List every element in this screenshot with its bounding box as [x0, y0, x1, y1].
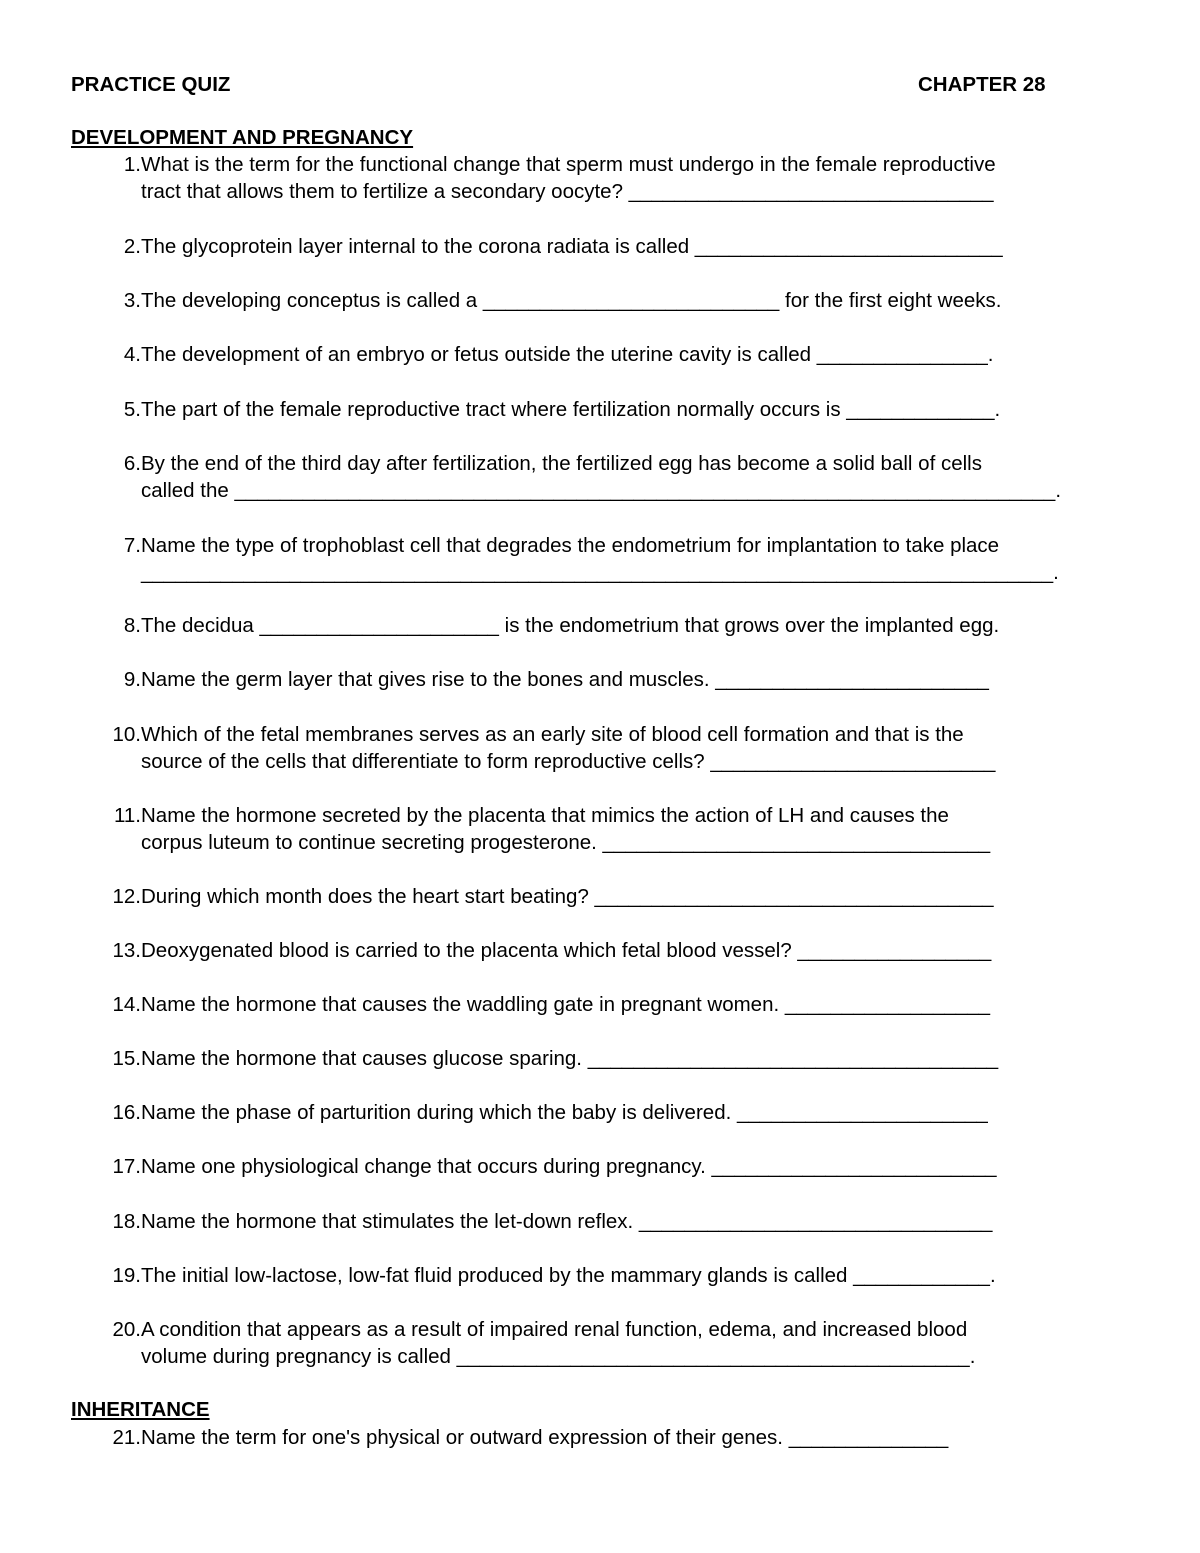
- question-text-line: The decidua _____________________ is the endometrium that grows over the implanted egg.: [141, 614, 1000, 637]
- question-12: [100, 883, 1140, 910]
- question-number: 19.: [112, 1264, 141, 1287]
- question-number: 1.: [123, 153, 141, 176]
- question-8: [100, 612, 1140, 639]
- question-13: [100, 937, 1140, 964]
- question-text-line: Name the hormone secreted by the placenta that mimics the action of LH and causes the: [141, 804, 949, 827]
- question-number: 10.: [112, 723, 141, 746]
- question-text-line: Name the hormone that stimulates the let-down reflex. _______________________________: [141, 1210, 993, 1233]
- question-text-line: corpus luteum to continue secreting progesterone. __________________________________: [141, 831, 991, 854]
- section-heading-development: DEVELOPMENT AND PREGNANCY: [71, 126, 414, 149]
- question-number: 12.: [112, 885, 141, 908]
- question-14: [100, 991, 1140, 1018]
- question-7: [100, 532, 1140, 586]
- question-text-line: Deoxygenated blood is carried to the placenta which fetal blood vessel? _________________: [141, 939, 992, 962]
- question-text-line: source of the cells that differentiate to form reproductive cells? _________________________: [141, 750, 996, 773]
- question-text-line: Name one physiological change that occurs during pregnancy. _________________________: [141, 1155, 997, 1178]
- question-text-line: The glycoprotein layer internal to the corona radiata is called ___________________________: [141, 235, 1003, 258]
- question-text-line: What is the term for the functional change that sperm must undergo in the female reproductive: [141, 153, 996, 176]
- question-text-line: Name the type of trophoblast cell that degrades the endometrium for implantation to take place: [141, 534, 1000, 557]
- question-number: 5.: [123, 398, 141, 421]
- question-21: [100, 1424, 1140, 1451]
- question-text-line: volume during pregnancy is called _____________________________________________.: [141, 1345, 976, 1368]
- question-number: 16.: [112, 1101, 141, 1124]
- question-number: 6.: [123, 452, 141, 475]
- question-number: 18.: [112, 1210, 141, 1233]
- question-6: [100, 450, 1140, 504]
- question-9: [100, 666, 1140, 693]
- question-text-line: The development of an embryo or fetus outside the uterine cavity is called _______________.: [141, 343, 994, 366]
- question-text-line: ________________________________________________________________________________.: [141, 561, 1059, 584]
- question-11: [100, 802, 1140, 856]
- question-text-line: Name the hormone that causes glucose sparing. ____________________________________: [141, 1047, 999, 1070]
- question-2: [100, 233, 1140, 260]
- question-text-line: The part of the female reproductive tract where fertilization normally occurs is _____________.: [141, 398, 1001, 421]
- question-number: 13.: [112, 939, 141, 962]
- question-20: [100, 1316, 1140, 1370]
- question-5: [100, 396, 1140, 423]
- question-number: 4.: [123, 343, 141, 366]
- question-text-line: called the ________________________________________________________________________.: [141, 479, 1062, 502]
- question-15: [100, 1045, 1140, 1072]
- question-1: [100, 151, 1140, 205]
- question-number: 21.: [112, 1426, 141, 1449]
- question-number: 3.: [123, 289, 141, 312]
- question-number: 9.: [123, 668, 141, 691]
- chapter-label: CHAPTER 28: [918, 73, 1046, 96]
- question-number: 17.: [112, 1155, 141, 1178]
- question-text-line: Which of the fetal membranes serves as an early site of blood cell formation and that is the: [141, 723, 964, 746]
- question-number: 7.: [123, 534, 141, 557]
- question-text-line: Name the hormone that causes the waddling gate in pregnant women. __________________: [141, 993, 991, 1016]
- question-text-line: Name the term for one's physical or outward expression of their genes. ______________: [141, 1426, 949, 1449]
- question-number: 14.: [112, 993, 141, 1016]
- question-text-line: tract that allows them to fertilize a secondary oocyte? ________________________________: [141, 180, 994, 203]
- question-19: [100, 1262, 1140, 1289]
- question-number: 20.: [112, 1318, 141, 1341]
- question-17: [100, 1153, 1140, 1180]
- question-number: 2.: [123, 235, 141, 258]
- question-16: [100, 1099, 1140, 1126]
- question-4: [100, 341, 1140, 368]
- question-number: 8.: [123, 614, 141, 637]
- quiz-title: PRACTICE QUIZ: [71, 73, 231, 96]
- question-text-line: By the end of the third day after fertilization, the fertilized egg has become a solid ball of cells: [141, 452, 982, 475]
- question-text-line: During which month does the heart start beating? ___________________________________: [141, 885, 994, 908]
- question-text-line: The initial low-lactose, low-fat fluid produced by the mammary glands is called ____________.: [141, 1264, 996, 1287]
- question-3: [100, 287, 1140, 314]
- question-10: [100, 721, 1140, 775]
- question-number: 15.: [112, 1047, 141, 1070]
- question-text-line: Name the germ layer that gives rise to the bones and muscles. ________________________: [141, 668, 989, 691]
- question-text-line: Name the phase of parturition during which the baby is delivered. ______________________: [141, 1101, 988, 1124]
- question-text-line: A condition that appears as a result of impaired renal function, edema, and increased blood: [141, 1318, 968, 1341]
- section-heading-inheritance: INHERITANCE: [71, 1398, 210, 1421]
- question-text-line: The developing conceptus is called a __________________________ for the first eight weeks.: [141, 289, 1002, 312]
- question-18: [100, 1208, 1140, 1235]
- question-number: 11.: [114, 804, 141, 827]
